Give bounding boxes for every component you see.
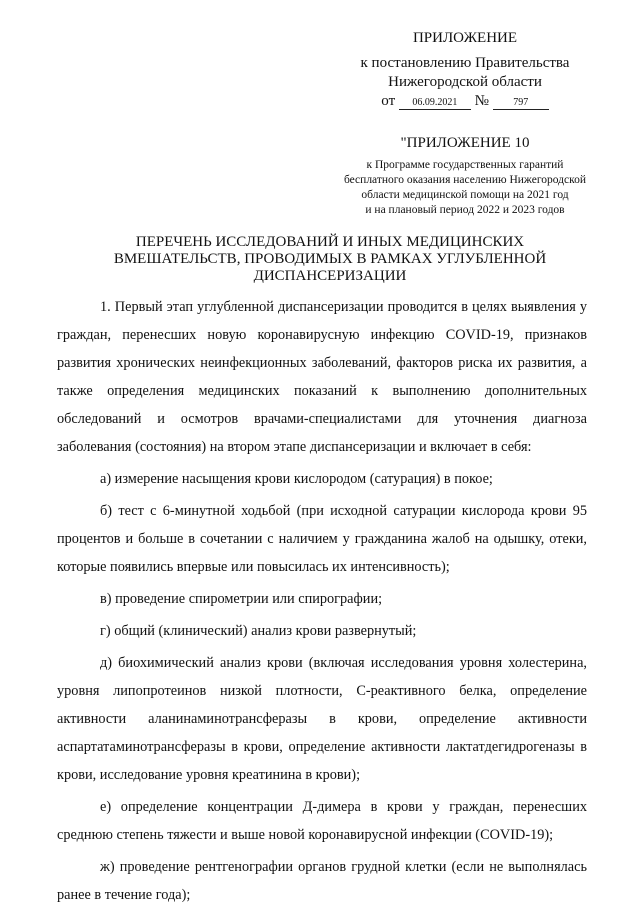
- paragraph-item-g: г) общий (клинический) анализ крови развернутый;: [100, 623, 417, 639]
- date-field: 06.09.2021: [399, 96, 471, 110]
- appendix-line-2: Нижегородской области: [388, 74, 542, 90]
- document-body: [57, 293, 587, 913]
- paragraph-item-v: в) проведение спирометрии или спирографии;: [100, 591, 383, 607]
- appendix-10-line-2: бесплатного оказания населению Нижегородской: [343, 174, 587, 186]
- appendix-10-line-1: к Программе государственных гарантий: [366, 159, 564, 171]
- appendix-10-line-4: и на плановый период 2022 и 2023 годов: [365, 204, 565, 216]
- date-prefix: от: [381, 93, 396, 109]
- paragraph-1: 1. Первый этап углубленной диспансеризации проводится в целях выявления у граждан, перенесших новую коронавирусную инфекцию COVID-19, признаков развития хронических неинфекционных заболеваний, факторов риска их развития, а также определения медицинских показаний к выполнению дополнительных обследований и осмотров врачами-специалистами для уточнения диагноза заболевания (состояния) на втором этапе диспансеризации и включает в себя:: [57, 299, 587, 455]
- heading-line-2: ВМЕШАТЕЛЬСТВ, ПРОВОДИМЫХ В РАМКАХ УГЛУБЛЕННОЙ: [113, 251, 547, 267]
- number-sign: №: [474, 93, 489, 109]
- appendix-10-line-3: области медицинской помощи на 2021 год: [361, 189, 569, 201]
- appendix-header: [330, 28, 600, 111]
- paragraph-item-a: а) измерение насыщения крови кислородом (сатурация) в покое;: [100, 471, 493, 487]
- appendix-title: ПРИЛОЖЕНИЕ: [412, 30, 518, 46]
- appendix-line-1: к постановлению Правительства: [360, 55, 570, 71]
- paragraph-item-b: б) тест с 6-минутной ходьбой (при исходной сатурации кислорода крови 95 процентов и больше в сочетании с наличием у гражданина жалоб на одышку, отеки, которые появились впервые или повысилась их интенсивность);: [57, 503, 587, 575]
- heading-line-3: ДИСПАНСЕРИЗАЦИИ: [253, 268, 407, 284]
- paragraph-item-e: е) определение концентрации Д-димера в крови у граждан, перенесших среднюю степень тяжести и выше новой коронавирусной инфекции (COVID-19);: [57, 799, 587, 843]
- document-heading: [90, 234, 570, 285]
- paragraph-item-d: д) биохимический анализ крови (включая исследования уровня холестерина, уровня липопротеинов низкой плотности, С-реактивного белка, определение активности аланинаминотрансферазы в крови, определение активности аспартатаминотрансферазы в крови, определение активности лактатдегидрогеназы в крови, исследование уровня креатинина в крови);: [57, 655, 587, 783]
- number-field: 797: [493, 96, 549, 110]
- heading-line-1: ПЕРЕЧЕНЬ ИССЛЕДОВАНИЙ И ИНЫХ МЕДИЦИНСКИХ: [135, 234, 525, 250]
- appendix-date-line: [330, 92, 600, 111]
- appendix-10-title: "ПРИЛОЖЕНИЕ 10: [400, 135, 530, 151]
- paragraph-item-zh: ж) проведение рентгенографии органов грудной клетки (если не выполнялась ранее в течение года);: [57, 859, 587, 903]
- appendix-10-header: [320, 133, 610, 218]
